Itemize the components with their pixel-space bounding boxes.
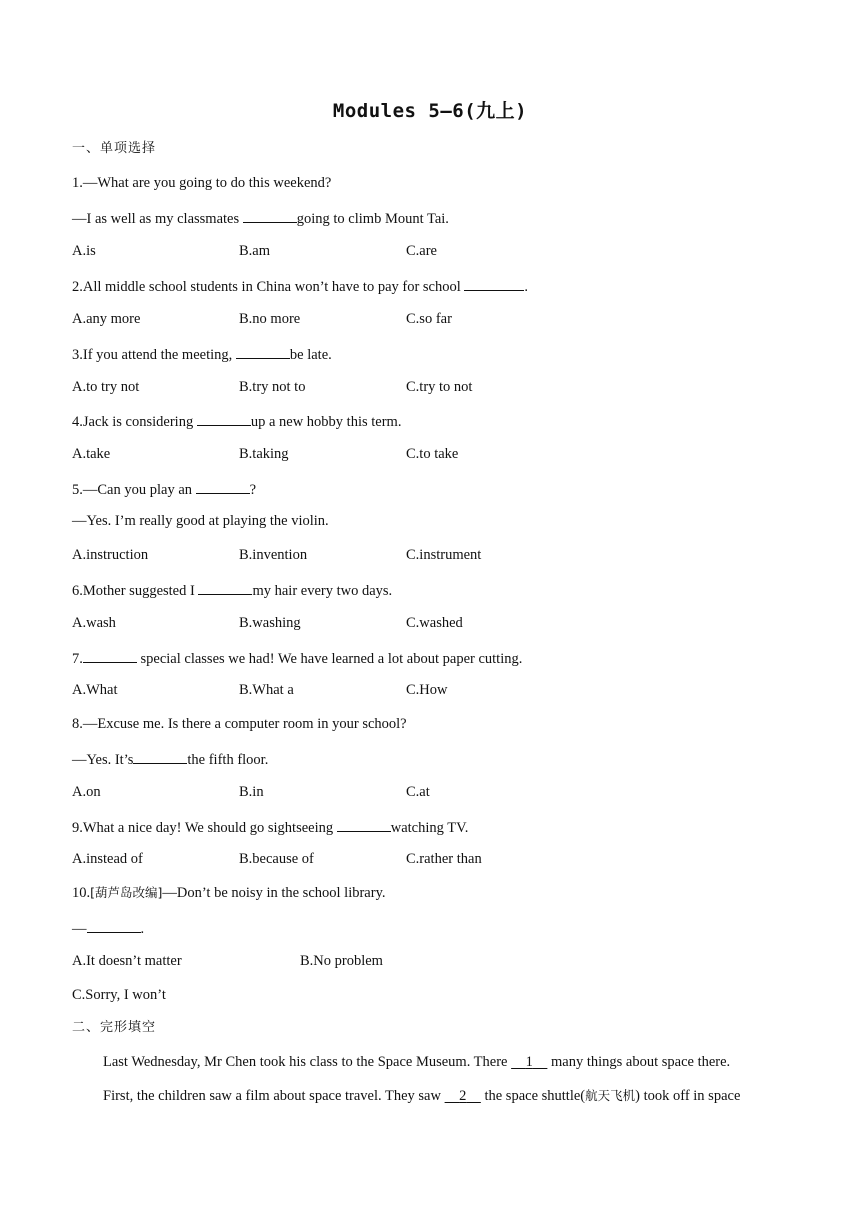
stem-text: . — [140, 921, 145, 937]
cloze-paragraph-line-2 — [103, 1087, 740, 1105]
option-a: A.instruction — [72, 547, 149, 563]
blank-number: 2 — [459, 1088, 467, 1104]
option-b: B.in — [239, 784, 264, 800]
stem-text: 9.What a nice day! We should go sightseeing — [72, 820, 334, 836]
option-c: C.so far — [406, 311, 452, 327]
option-b: B.no more — [239, 311, 301, 327]
option-b: B.What a — [239, 682, 294, 698]
section-heading-single-choice: 一、单项选择 — [72, 141, 157, 156]
numbered-blank — [445, 1087, 481, 1105]
section-heading-cloze: 二、完形填空 — [72, 1020, 157, 1035]
question-10-options-row-2 — [72, 986, 166, 1004]
chinese-gloss: 航天飞机 — [585, 1088, 636, 1103]
paragraph-text: the space shuttle( — [484, 1088, 586, 1104]
answer-blank — [337, 817, 391, 832]
option-a: A.any more — [72, 311, 141, 327]
question-4-stem — [72, 411, 401, 431]
stem-text: special classes we had! We have learned a lot about paper cutting. — [140, 651, 523, 667]
cloze-paragraph-line-1 — [103, 1053, 730, 1071]
stem-text: 4.Jack is considering — [72, 414, 194, 430]
blank-number: 1 — [525, 1054, 533, 1070]
question-7-options — [72, 681, 772, 699]
paragraph-text: ) took off in space — [635, 1088, 741, 1104]
stem-text: watching TV. — [390, 820, 469, 836]
paragraph-text: First, the children saw a film about space travel. They saw — [103, 1088, 441, 1104]
question-8-options — [72, 783, 772, 801]
question-3-stem — [72, 344, 332, 364]
question-1-options — [72, 242, 772, 260]
paragraph-text: Last Wednesday, Mr Chen took his class to the Space Museum. There — [103, 1054, 508, 1070]
option-a: A.It doesn’t matter — [72, 953, 182, 969]
option-a: A.on — [72, 784, 101, 800]
stem-text: —Yes. It’s — [72, 752, 134, 768]
option-c: C.rather than — [406, 851, 482, 867]
stem-text: 2.All middle school students in China won’t have to pay for school — [72, 279, 461, 295]
question-2-options — [72, 310, 772, 328]
question-5-options — [72, 546, 772, 564]
option-b: B.No problem — [300, 953, 383, 969]
option-a: A.What — [72, 682, 118, 698]
question-1-stem: 1.—What are you going to do this weekend? — [72, 175, 332, 191]
question-3-options — [72, 378, 772, 396]
option-c: C.How — [406, 682, 448, 698]
option-b: B.taking — [239, 446, 289, 462]
question-1-stem-2 — [72, 208, 449, 228]
page-title: Modules 5—6(九上) — [332, 100, 528, 122]
question-8-stem-2 — [72, 749, 268, 769]
option-a: A.is — [72, 243, 96, 259]
question-10-stem-2 — [72, 918, 144, 938]
stem-text: 5.—Can you play an — [72, 482, 193, 498]
answer-blank — [196, 479, 250, 494]
stem-text: my hair every two days. — [252, 583, 393, 599]
numbered-blank — [511, 1053, 547, 1071]
question-5-stem-2: —Yes. I’m really good at playing the violin. — [72, 513, 329, 529]
stem-text: 3.If you attend the meeting, — [72, 347, 233, 363]
stem-text: ? — [249, 482, 257, 498]
answer-blank — [464, 276, 524, 291]
answer-blank — [236, 344, 290, 359]
question-8-stem: 8.—Excuse me. Is there a computer room in your school? — [72, 716, 407, 732]
stem-text: . — [524, 279, 529, 295]
option-c: C.instrument — [406, 547, 482, 563]
question-9-options — [72, 850, 772, 868]
paragraph-text: many things about space there. — [551, 1054, 731, 1070]
stem-text: going to climb Mount Tai. — [296, 211, 449, 227]
stem-text: 10. — [72, 885, 91, 901]
option-b: B.am — [239, 243, 271, 259]
option-c: C.try to not — [406, 379, 473, 395]
stem-text: 6.Mother suggested I — [72, 583, 195, 599]
answer-blank — [198, 580, 252, 595]
option-b: B.invention — [239, 547, 308, 563]
question-2-stem — [72, 276, 528, 296]
question-10-stem — [72, 884, 386, 902]
question-6-stem — [72, 580, 392, 600]
stem-text: up a new hobby this term. — [250, 414, 402, 430]
question-4-options — [72, 445, 772, 463]
question-5-stem — [72, 479, 256, 499]
option-c: C.to take — [406, 446, 459, 462]
answer-blank — [197, 411, 251, 426]
option-c: C.are — [406, 243, 437, 259]
option-b: B.washing — [239, 615, 301, 631]
option-a: A.wash — [72, 615, 116, 631]
question-7-stem — [72, 648, 522, 668]
stem-text: — — [72, 921, 87, 937]
option-c: C.Sorry, I won’t — [72, 987, 166, 1003]
stem-text: 7. — [72, 651, 83, 667]
stem-text: be late. — [289, 347, 332, 363]
source-tag: [葫芦岛改编] — [90, 885, 163, 900]
question-10-options-row-1 — [72, 952, 772, 970]
option-a: A.to try not — [72, 379, 140, 395]
question-6-options — [72, 614, 772, 632]
answer-blank — [243, 208, 297, 223]
option-c: C.at — [406, 784, 430, 800]
stem-text: the fifth floor. — [187, 752, 269, 768]
option-a: A.take — [72, 446, 111, 462]
option-b: B.because of — [239, 851, 314, 867]
answer-blank — [133, 749, 187, 764]
option-b: B.try not to — [239, 379, 306, 395]
option-c: C.washed — [406, 615, 463, 631]
option-a: A.instead of — [72, 851, 143, 867]
stem-text: —Don’t be noisy in the school library. — [162, 885, 386, 901]
question-9-stem — [72, 817, 468, 837]
stem-text: —I as well as my classmates — [72, 211, 240, 227]
answer-blank — [87, 918, 141, 933]
answer-blank — [83, 648, 137, 663]
